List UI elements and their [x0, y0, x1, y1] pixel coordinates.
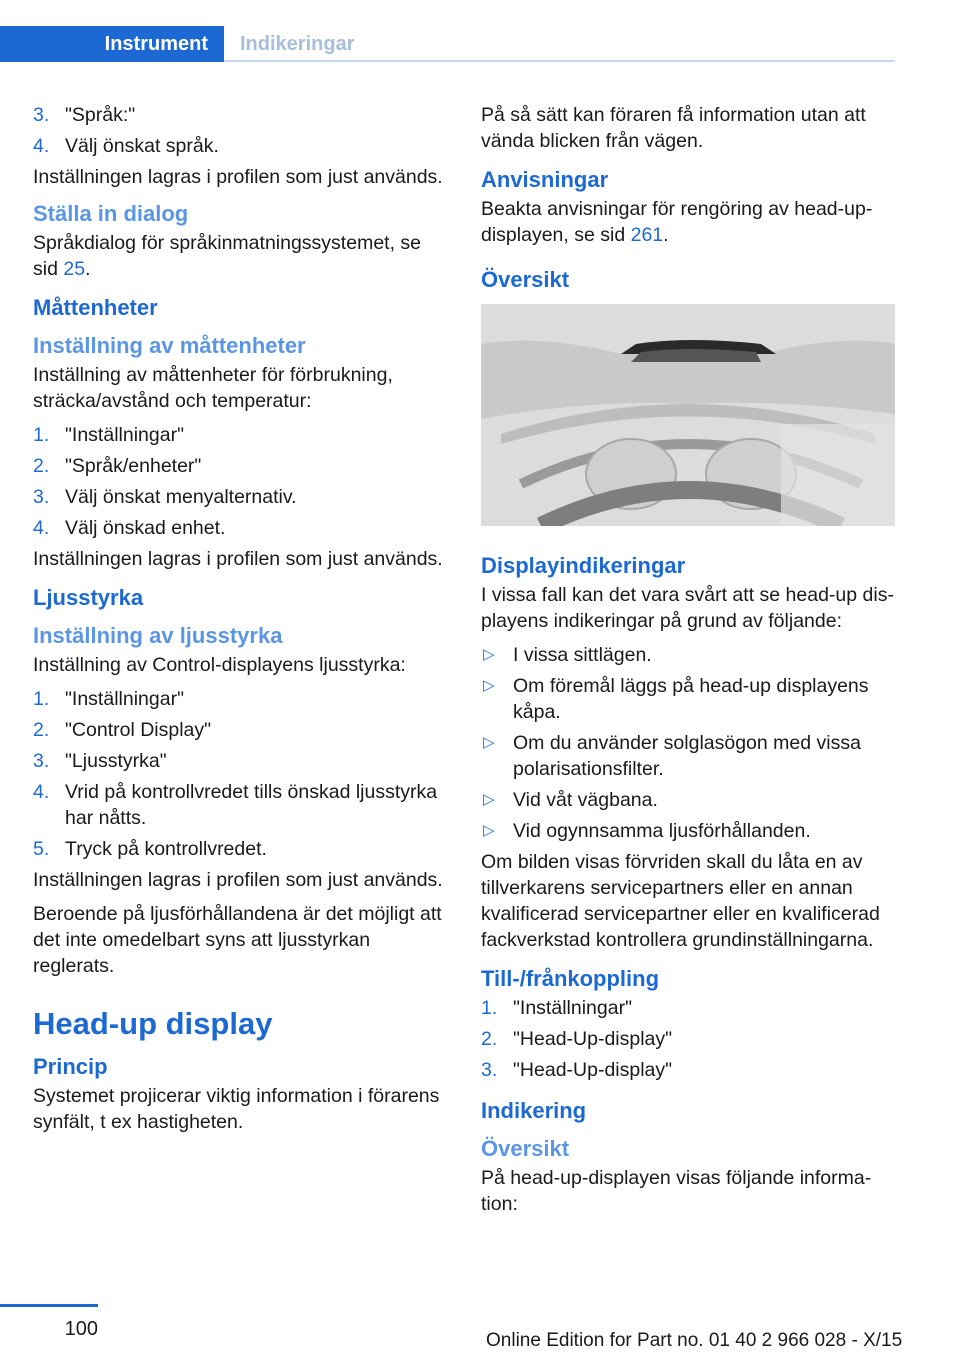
- page-link[interactable]: 25: [63, 258, 86, 280]
- heading-principle: Princip: [33, 1054, 108, 1079]
- list-conditions: [481, 642, 901, 844]
- page-number: 100: [64, 1318, 98, 1340]
- heading-display-indications: Displayindikeringar: [481, 553, 686, 578]
- list-item: 1. "Inställningar": [481, 997, 632, 1019]
- list-item: 4. Välj önskad enhet.: [33, 517, 226, 539]
- list-item: ▷ Om du använder solglasögon med vissa polarisationsfilter.: [483, 732, 861, 780]
- paragraph-dialog: Språkdialog för språkinmatningssystemet, se sid 25.: [33, 232, 422, 280]
- list-item: 3. "Head-Up-display": [481, 1059, 673, 1081]
- paragraph: Beroende på ljusförhållandena är det möjligt att det inte omedelbart syns att ljusstyrkan reglerats.: [33, 903, 442, 977]
- paragraph-display-indications: I vissa fall kan det vara svårt att se head-up displayens indikeringar på grund av följande:: [481, 584, 894, 632]
- heading-dialog: Ställa in dialog: [33, 201, 189, 226]
- header-tabs: [0, 26, 895, 62]
- list-item: ▷ Om föremål läggs på head-up displayens kåpa.: [483, 675, 869, 723]
- paragraph-principle: Systemet projicerar viktig information i förarens synfält, t ex hastigheten.: [33, 1085, 440, 1133]
- heading-overview-2: Översikt: [481, 1136, 570, 1161]
- list-item: 1. "Inställningar": [33, 688, 184, 710]
- triangle-bullet-icon: ▷: [483, 734, 495, 751]
- heading-toggle: Till-/frånkoppling: [481, 966, 660, 991]
- list-item: ▷ Vid ogynnsamma ljusförhållanden.: [483, 820, 811, 842]
- paragraph-distortion: Om bilden visas förvriden skall du låta en av tillverkarens servicepartners eller en annan kvalificerad servicepartner eller en kvalificerad fackverkstad kontrollera grundinställningarna.: [481, 851, 880, 951]
- list-item: 2. "Head-Up-display": [481, 1028, 673, 1050]
- heading-brightness-setting: Inställning av ljusstyrka: [33, 623, 283, 648]
- triangle-bullet-icon: ▷: [483, 646, 495, 663]
- list-item: 4. Välj önskat språk.: [33, 135, 219, 157]
- paragraph-notes: Beakta anvisningar för rengöring av head-up-displayen, se sid 261.: [481, 198, 873, 246]
- list-item: 4. Vrid på kontrollvredet tills önskad ljusstyrka har nåtts.: [33, 781, 438, 829]
- list-units-steps: [33, 422, 451, 541]
- paragraph-brightness: Inställning av Control-displayens ljusstyrka:: [33, 654, 406, 676]
- heading-units-setting: Inställning av måttenheter: [33, 333, 306, 358]
- page-link[interactable]: 261: [630, 224, 664, 246]
- list-item: ▷ I vissa sittlägen.: [483, 644, 652, 666]
- tab-instrument[interactable]: Instrument: [0, 26, 224, 62]
- list-item: ▷ Vid våt vägbana.: [483, 789, 658, 811]
- heading-brightness: Ljusstyrka: [33, 585, 144, 610]
- paragraph-final: På head-up-displayen visas följande information:: [481, 1167, 872, 1215]
- list-item: 1. "Inställningar": [33, 424, 184, 446]
- paragraph: Inställningen lagras i profilen som just används.: [33, 869, 443, 891]
- heading-indication: Indikering: [481, 1098, 587, 1123]
- list-item: 2. "Control Display": [33, 719, 212, 741]
- right-column: [481, 102, 901, 1225]
- list-item: 3. "Ljusstyrka": [33, 750, 167, 772]
- triangle-bullet-icon: ▷: [483, 791, 495, 808]
- triangle-bullet-icon: ▷: [483, 822, 495, 839]
- heading-notes: Anvisningar: [481, 167, 609, 192]
- triangle-bullet-icon: ▷: [483, 677, 495, 694]
- list-brightness-steps: [33, 686, 451, 862]
- paragraph-units: Inställning av måttenheter för förbrukning, sträcka/avstånd och temperatur:: [33, 364, 393, 412]
- paragraph: Inställningen lagras i profilen som just används.: [33, 548, 443, 570]
- heading-overview: Översikt: [481, 267, 570, 292]
- heading-units: Måttenheter: [33, 295, 158, 320]
- list-item: 5. Tryck på kontrollvredet.: [33, 838, 267, 860]
- tab-underline: [224, 60, 895, 62]
- footer-edition: Online Edition for Part no. 01 40 2 966 028 - X/15: [486, 1330, 903, 1351]
- head-up-display-illustration: [481, 304, 895, 526]
- list-item: 3. Välj önskat menyalternativ.: [33, 486, 297, 508]
- list-toggle-steps: [481, 995, 901, 1083]
- list-item: 3. "Språk:": [33, 104, 136, 126]
- heading-head-up-display: Head-up display: [33, 1006, 273, 1041]
- paragraph: Inställningen lagras i profilen som just används.: [33, 166, 443, 188]
- left-column: [33, 102, 451, 1143]
- paragraph-intro: På så sätt kan föraren få information utan att vända blicken från vägen.: [481, 104, 866, 152]
- list-language-steps: [33, 102, 451, 159]
- tab-indikeringar[interactable]: Indikeringar: [240, 33, 355, 55]
- footer-rule: [0, 1304, 98, 1307]
- list-item: 2. "Språk/enheter": [33, 455, 202, 477]
